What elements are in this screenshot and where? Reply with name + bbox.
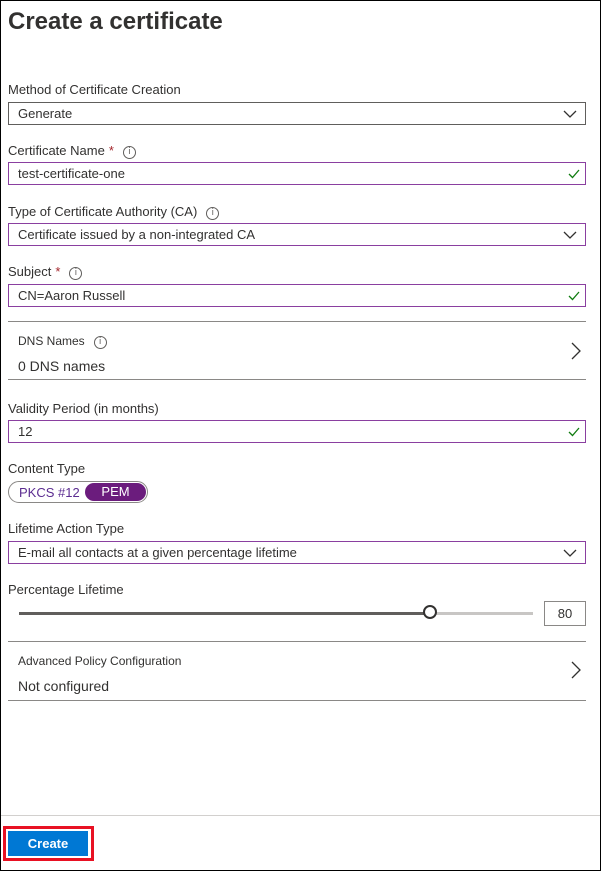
page-title: Create a certificate [8, 8, 223, 35]
validity-input[interactable] [8, 420, 586, 443]
footer-divider [1, 815, 600, 816]
lifetime-action-label: Lifetime Action Type [8, 521, 125, 536]
dns-names-label [18, 334, 107, 349]
info-icon[interactable]: i [94, 336, 107, 349]
ca-type-dropdown[interactable] [8, 223, 586, 246]
method-value: Generate [18, 106, 73, 121]
dns-names-label-text: DNS Names [18, 334, 85, 348]
chevron-down-icon [563, 107, 577, 121]
chevron-down-icon [563, 228, 577, 242]
slider-thumb[interactable] [423, 605, 437, 619]
method-label: Method of Certificate Creation [8, 82, 181, 97]
content-type-option-pem[interactable]: PEM [85, 483, 146, 501]
percentage-slider[interactable] [19, 612, 533, 615]
subject-input[interactable] [8, 284, 586, 307]
advanced-policy-panel[interactable] [8, 641, 586, 701]
dns-names-value: 0 DNS names [18, 358, 106, 374]
chevron-down-icon [563, 546, 577, 560]
percentage-label: Percentage Lifetime [8, 582, 124, 597]
method-dropdown[interactable] [8, 102, 586, 125]
cert-name-input[interactable] [8, 162, 586, 185]
dns-names-panel[interactable] [8, 321, 586, 380]
create-button[interactable]: Create [8, 831, 88, 856]
check-icon [568, 426, 580, 438]
subject-value: CN=Aaron Russell [18, 288, 126, 303]
chevron-right-icon [569, 661, 581, 679]
required-asterisk: * [108, 143, 114, 158]
ca-type-value: Certificate issued by a non-integrated CA [18, 227, 256, 242]
chevron-right-icon [569, 342, 581, 360]
cert-name-label-text: Certificate Name [8, 143, 105, 158]
advanced-policy-label: Advanced Policy Configuration [18, 654, 182, 668]
subject-label-text: Subject [8, 264, 52, 279]
validity-value: 12 [18, 424, 33, 439]
cert-name-label [8, 143, 136, 159]
info-icon[interactable]: i [206, 207, 219, 220]
info-icon[interactable]: i [69, 267, 82, 280]
ca-type-label-text: Type of Certificate Authority (CA) [8, 204, 198, 219]
info-icon[interactable]: i [123, 146, 136, 159]
required-asterisk: * [55, 264, 61, 279]
validity-label: Validity Period (in months) [8, 401, 159, 416]
slider-fill [19, 612, 430, 615]
content-type-option-pkcs12[interactable]: PKCS #12 [19, 485, 80, 500]
content-type-label: Content Type [8, 461, 86, 476]
lifetime-action-dropdown[interactable] [8, 541, 586, 564]
cert-name-value: test-certificate-one [18, 166, 125, 181]
check-icon [568, 290, 580, 302]
ca-type-label [8, 204, 219, 220]
check-icon [568, 168, 580, 180]
lifetime-action-value: E-mail all contacts at a given percentage lifetime [18, 545, 297, 560]
percentage-value-input[interactable]: 80 [544, 601, 586, 626]
advanced-policy-value: Not configured [18, 678, 110, 694]
subject-label [8, 264, 82, 280]
content-type-toggle [8, 481, 148, 503]
